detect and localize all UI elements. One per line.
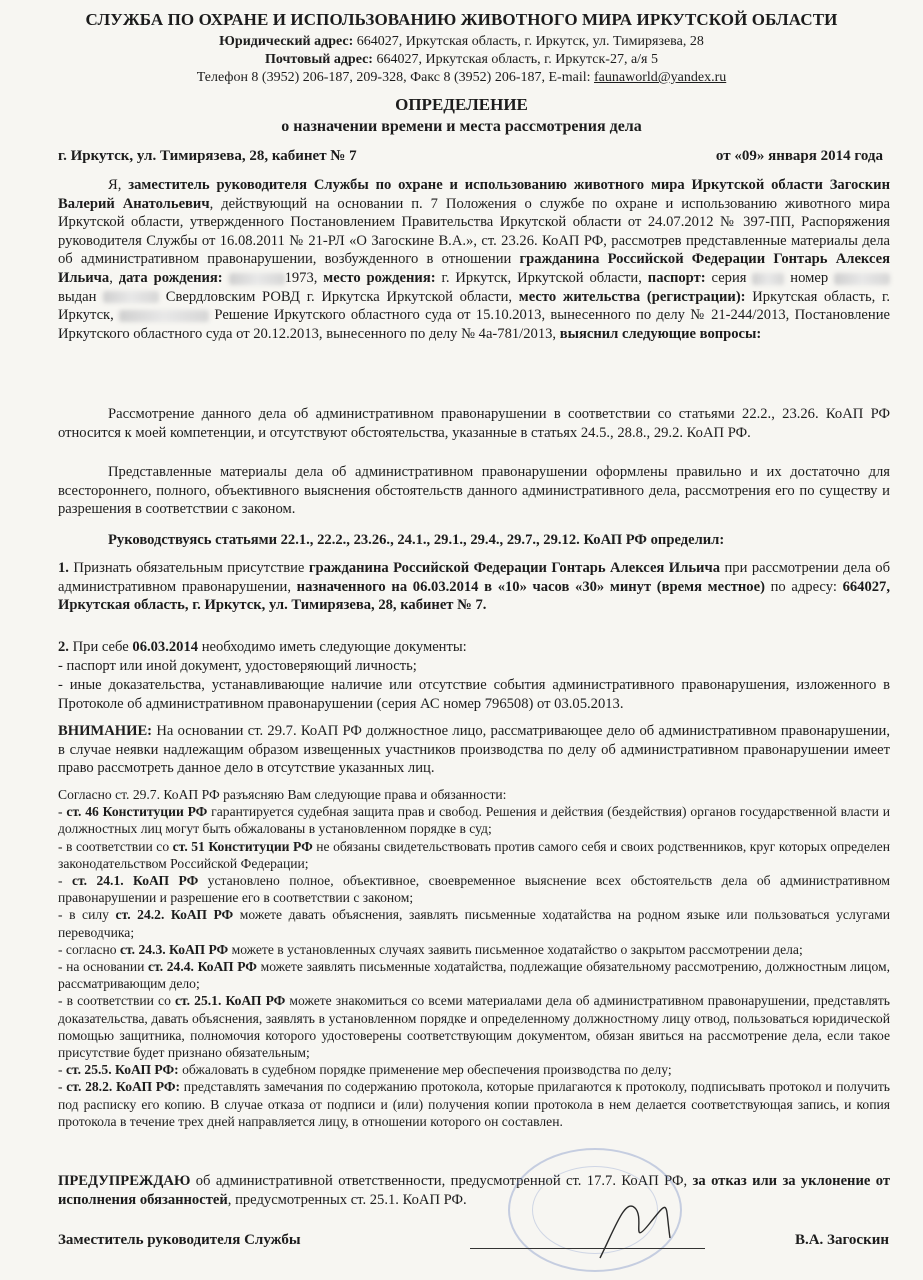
redacted-mark [103, 291, 159, 303]
rights-item: - ст. 24.1. КоАП РФ установлено полное, объективное, своевременное выяснение всех обстоятельств дела об административном правонарушении и разрешение его в соответствии с законом; [58, 873, 891, 906]
signature-scribble [590, 1188, 680, 1268]
rights-item: - согласно ст. 24.3. КоАП РФ можете в установленных случаях заявить письменное ходатайство о закрытом рассмотрении дела; [58, 941, 803, 957]
redacted-mark [119, 310, 209, 322]
legal-address: Юридический адрес: 664027, Иркутская область, г. Иркутск, ул. Тимирязева, 28 [219, 34, 704, 49]
warning-paragraph: ПРЕДУПРЕЖДАЮ об административной ответственности, предусмотренной ст. 17.7. КоАП РФ, за отказ или за уклонение от исполнения обязанностей, предусмотренных ст. 25.1. КоАП РФ. [58, 1173, 890, 1208]
contacts: Телефон 8 (3952) 206-187, 209-328, Факс 8 (3952) 206-187, E-mail: faunaworld@yandex.ru [196, 70, 727, 85]
signatory-position: Заместитель руководителя Службы [58, 1232, 301, 1248]
postal-address: Почтовый адрес: 664027, Иркутская область, г. Иркутск-27, а/я 5 [265, 52, 658, 67]
rights-item: - на основании ст. 24.4. КоАП РФ можете заявлять письменные ходатайства, подлежащие обязательному рассмотрению, должностным лицом, рассматривающим дело; [58, 959, 890, 992]
signature-line [470, 1248, 705, 1249]
org-title: СЛУЖБА ПО ОХРАНЕ И ИСПОЛЬЗОВАНИЮ ЖИВОТНОГО МИРА ИРКУТСКОЙ ОБЛАСТИ [85, 10, 838, 29]
document-date: от «09» января 2014 года [715, 148, 883, 164]
item-2: 2. При себе 06.03.2014 необходимо иметь следующие документы: [58, 639, 467, 655]
email-link[interactable]: faunaworld@yandex.ru [594, 70, 727, 85]
document-subtitle: о назначении времени и места рассмотрения дела [281, 118, 642, 135]
rights-item: - ст. 28.2. КоАП РФ: представлять замечания по содержанию протокола, которые прилагаются к протоколу, подписывать протокол и получить под расписку его копию. В случае отказа от подписи и (или) получения копии протокола в нем делается соответствующая запись, и копия протокола в течение трех дней направляется лицу, в отношении которого он составлен. [58, 1079, 890, 1129]
item-2-doc-1: - паспорт или иной документ, удостоверяющий личность; [58, 658, 417, 674]
document-place: г. Иркутск, ул. Тимирязева, 28, кабинет № 7 [58, 148, 357, 164]
rights-item: - в силу ст. 24.2. КоАП РФ можете давать объяснения, заявлять письменные ходатайства на родном языке или пользоваться услугами переводчика; [58, 907, 891, 940]
intro-paragraph: Я, заместитель руководителя Службы по охране и использованию животного мира Иркутской области Загоскин Валерий Анатольевич, действующий на основании п. 7 Положения о службе по охране и использованию животного мира Иркутской области, утвержденного Постановлением Правительства Иркутской области от 24.07.2012 № 397-ПП, Распоряжения руководителя Службы от 16.08.2011 № 21-РЛ «О Загоскине В.А.», ст. 23.26. КоАП РФ, рассмотрев представленные материалы дела об административном правонарушении, возбужденного в отношении гражданина Российской Федерации Гонтарь Алексея Ильича, дата рождения: 1973, место рождения: г. Иркутск, Иркутской области, паспорт: серия номер выдан Свердловским РОВД г. Иркутска Иркутской области, место жительства (регистрации): Иркутская область, г. Иркутск, Решение Иркутского областного суда от 15.10.2013, вынесенного по делу № 21-244/2013, Постановление Иркутского областного суда от 20.12.2013, вынесенного по делу № 4а-781/2013, выяснил следующие вопросы: [58, 177, 891, 342]
rights-section [58, 786, 890, 1130]
guidance-paragraph: Руководствуясь статьями 22.1., 22.2., 23.26., 24.1., 29.1., 29.4., 29.7., 29.12. КоАП РФ определил: [108, 532, 725, 548]
rights-item: - ст. 25.5. КоАП РФ: обжаловать в судебном порядке применение мер обеспечения производства по делу; [58, 1062, 672, 1078]
materials-paragraph: Представленные материалы дела об административном правонарушении оформлены правильно и их достаточно для всестороннего, полного, объективного выяснения обстоятельств данного административного дела, рассмотрения его по существу и разрешения в соответствии с законом. [58, 464, 890, 518]
item-1: 1. Признать обязательным присутствие гражданина Российской Федерации Гонтарь Алексея Ильича при рассмотрении дела об административном правонарушении, назначенного на 06.03.2014 в «10» часов «30» минут (время местное) по адресу: 664027, Иркутская область, г. Иркутск, ул. Тимирязева, 28, кабинет № 7. [58, 560, 890, 614]
attention-paragraph: ВНИМАНИЕ: На основании ст. 29.7. КоАП РФ должностное лицо, рассматривающее дело об административном правонарушении, в случае неявки надлежащим образом извещенных участников производства по делу об административном правонарушении имеет право рассмотреть данное дело в отсутствие указанных лиц. [58, 723, 890, 777]
item-2-doc-2: - иные доказательства, устанавливающие наличие или отсутствие события административного правонарушения, изложенного в Протоколе об административном правонарушении (серия АС номер 796508) от 03.05.2013. [58, 677, 890, 712]
rights-intro: Согласно ст. 29.7. КоАП РФ разъясняю Вам следующие права и обязанности: [58, 787, 507, 802]
competence-paragraph: Рассмотрение данного дела об административном правонарушении в соответствии со статьями 22.2., 23.26. КоАП РФ относится к моей компетенции, и отсутствуют обстоятельства, указанные в статьях 24.5., 28.8., 29.2. КоАП РФ. [58, 406, 890, 441]
rights-item: - ст. 46 Конституции РФ гарантируется судебная защита прав и свобод. Решения и действия (бездействия) органов государственной власти и должностных лиц могут быть обжалованы в установленном порядке в суд; [58, 804, 890, 837]
redacted-mark [752, 273, 784, 285]
rights-item: - в соответствии со ст. 25.1. КоАП РФ можете знакомиться со всеми материалами дела об административном правонарушении, представлять доказательства, давать объяснения, заявлять в установленном порядке и определенному должностному лицу отвод, пользоваться юридической помощью защитника, полномочия которого удостоверены соответствующим документом, обязан явиться на рассмотрение дела, если такое присутствие будет признано обязательным; [58, 993, 890, 1061]
signatory-name: В.А. Загоскин [794, 1232, 889, 1248]
redacted-mark [834, 273, 890, 285]
redacted-mark [229, 273, 285, 285]
rights-item: - в соответствии со ст. 51 Конституции РФ не обязаны свидетельствовать против самого себя и своих родственников, круг которых определен законодательством Российской Федерации; [58, 838, 890, 871]
document-title: ОПРЕДЕЛЕНИЕ [395, 95, 528, 114]
